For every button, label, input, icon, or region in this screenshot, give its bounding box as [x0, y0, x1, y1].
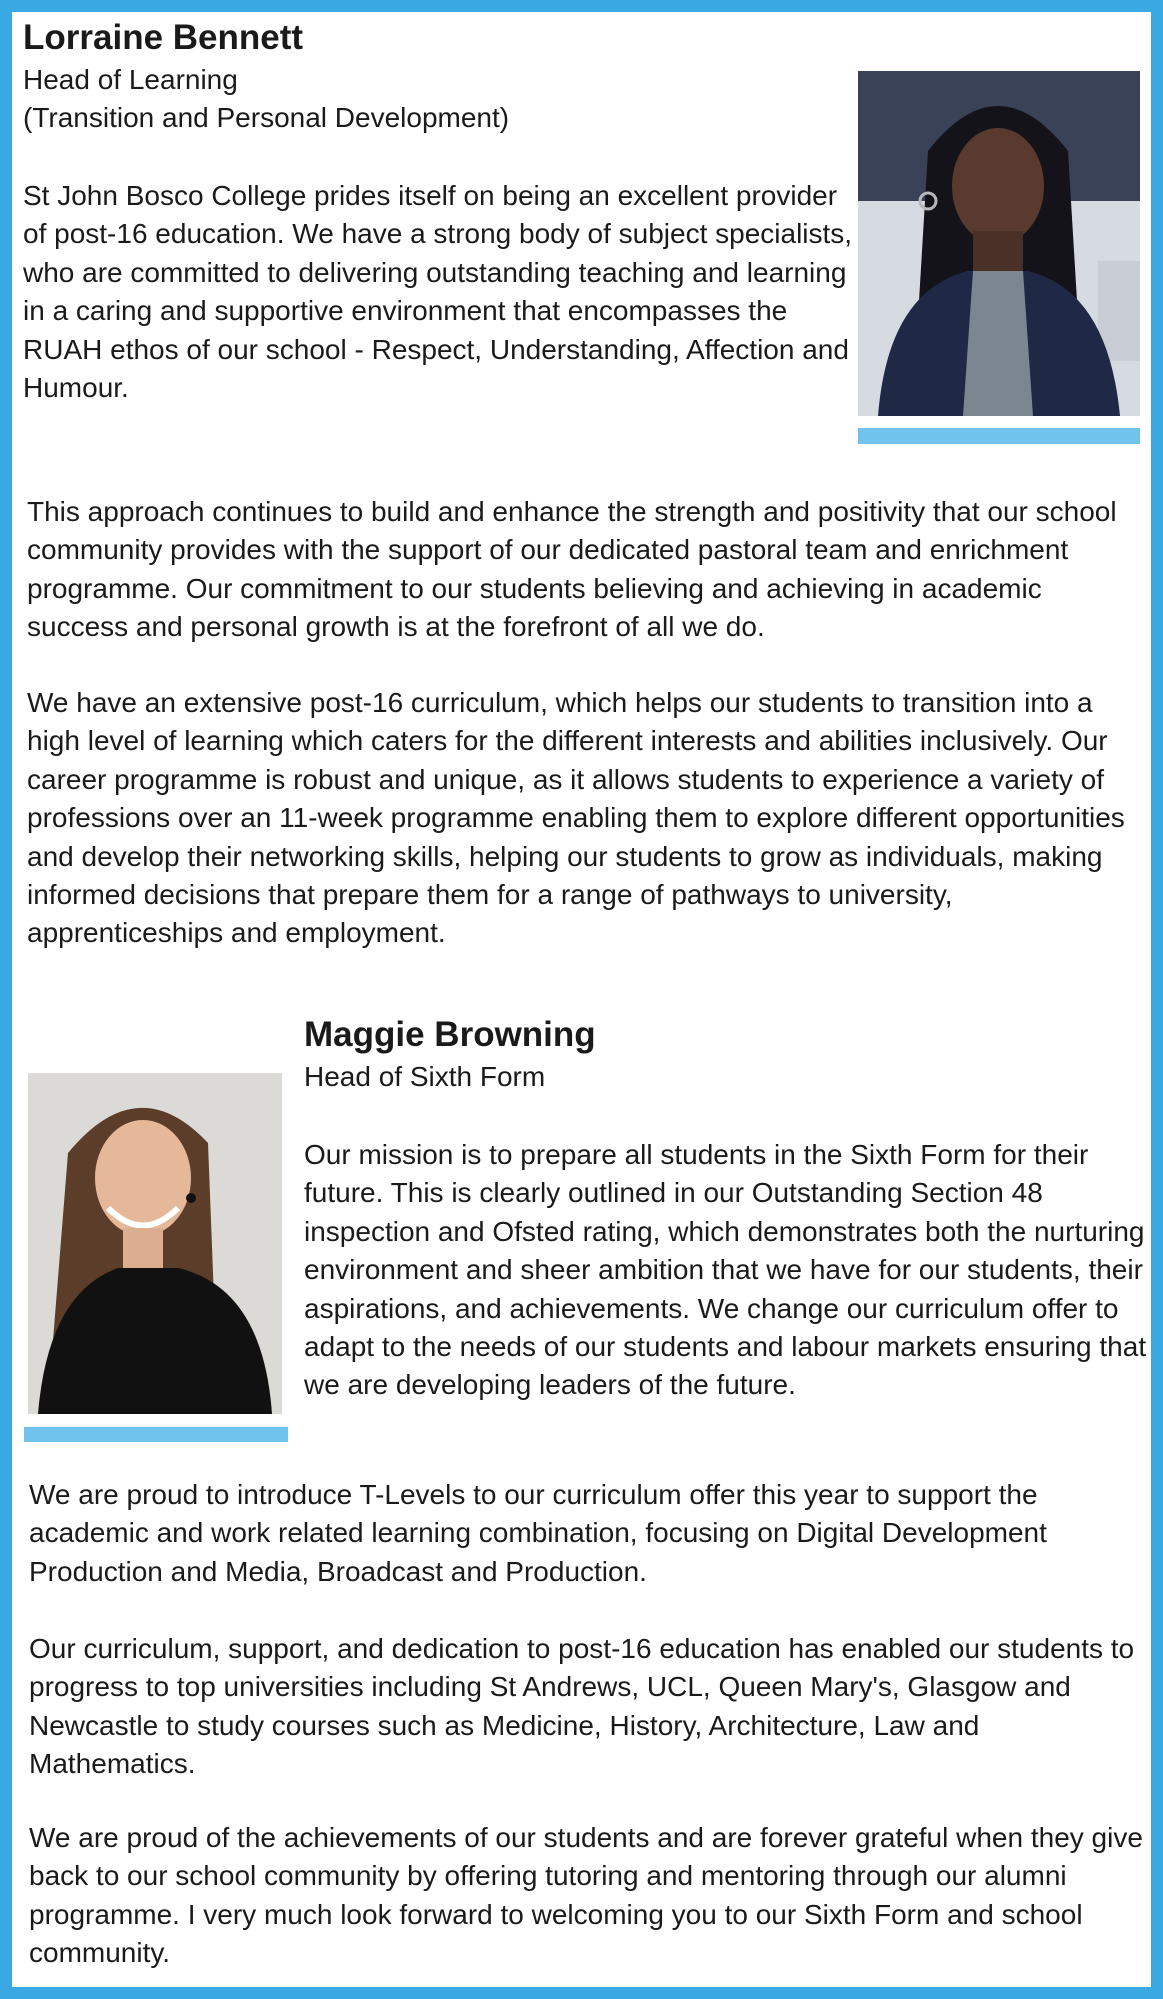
profile-role: Head of Sixth Form [304, 1061, 546, 1092]
profile-name: Lorraine Bennett [23, 18, 304, 57]
profile-paragraph: We are proud to introduce T-Levels to our curriculum offer this year to support the academic and work related learning combination, focusing on Digital Development Production and Media, Broadcast and Production. [29, 1479, 1047, 1587]
profile-paragraph: We are proud of the achievements of our students and are forever grateful when they give back to our school community by offering tutoring and mentoring through our alumni programme. I very much look forward to welcoming you to our Sixth Form and school community. [29, 1822, 1143, 1969]
profile-maggie-header [304, 1015, 1124, 1096]
profile-role-detail: (Transition and Personal Development) [23, 102, 510, 133]
profile-role: Head of Learning [23, 64, 238, 95]
profile-name: Maggie Browning [304, 1015, 596, 1054]
profile-intro-paragraph: Our mission is to prepare all students in the Sixth Form for their future. This is clearly outlined in our Outstanding Section 48 inspection and Ofsted rating, which demonstrates both the nurturing environment and sheer ambition that we have for our students, their aspirations, and achievements. We change our curriculum offer to adapt to the needs of our students and labour markets ensuring that we are developing leaders of the future. [304, 1139, 1147, 1401]
profile-paragraph: We have an extensive post-16 curriculum, which helps our students to transition into a high level of learning which caters for the different interests and abilities inclusively. Our career programme is robust and unique, as it allows students to experience a variety of professions over an 11-week programme enabling them to explore different opportunities and develop their networking skills, helping our students to grow as individuals, making informed decisions that prepare them for a range of pathways to university, apprenticeships and employment. [27, 687, 1125, 949]
profile-intro-paragraph: St John Bosco College prides itself on being an excellent provider of post-16 education. We have a strong body of subject specialists, who are committed to delivering outstanding teaching and learning in a caring and supportive environment that encompasses the RUAH ethos of our school - Respect, Understanding, Affection and Humour. [23, 180, 853, 404]
photo-accent-bar [858, 428, 1140, 444]
profile-lorraine-header [23, 18, 843, 137]
profile-photo-lorraine [858, 71, 1140, 416]
profile-photo-maggie [28, 1073, 282, 1414]
portrait-image [858, 71, 1140, 416]
portrait-image [28, 1073, 282, 1414]
photo-accent-bar [24, 1427, 288, 1442]
profile-paragraph: This approach continues to build and enhance the strength and positivity that our school community provides with the support of our dedicated pastoral team and enrichment programme. Our commitment to our students believing and achieving in academic success and personal growth is at the forefront of all we do. [27, 496, 1117, 643]
profile-paragraph: Our curriculum, support, and dedication to post-16 education has enabled our students to progress to top universities including St Andrews, UCL, Queen Mary's, Glasgow and Newcastle to study courses such as Medicine, History, Architecture, Law and Mathematics. [29, 1633, 1135, 1780]
